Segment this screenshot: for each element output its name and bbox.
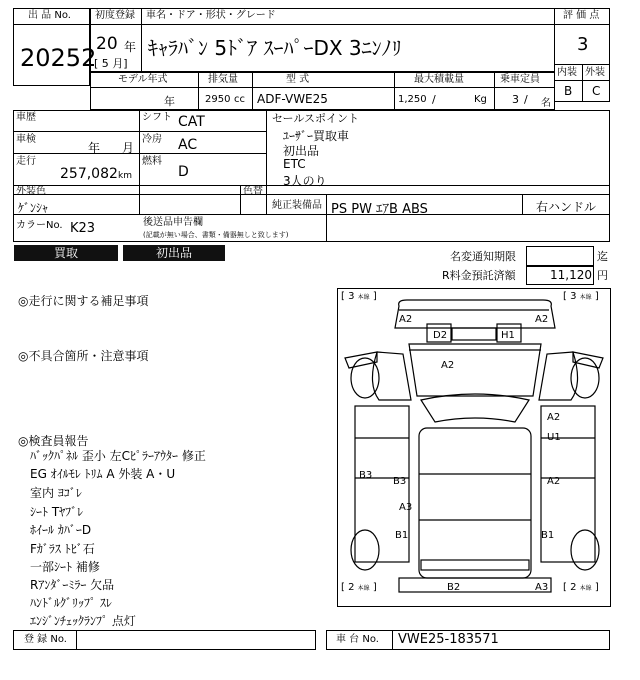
ac-value: AC: [178, 137, 198, 153]
reg-month: [ 5 月]: [94, 57, 128, 70]
capacity-label: 乗車定員: [500, 74, 540, 85]
max-load-unit: Kg: [474, 94, 487, 105]
inspector-line: ﾊﾝﾄﾞﾙｸﾞﾘｯﾌﾟ ｽﾚ: [30, 596, 112, 610]
corner-label-bl: [ 2 本線 ]: [341, 582, 377, 593]
ac-label: 冷房: [142, 134, 162, 145]
inspector-line: ﾊﾞｯｸﾊﾟﾈﾙ 歪小 左Cﾋﾟﾗｰｱｳﾀｰ 修正: [30, 449, 206, 463]
shaken-month-unit: 月: [122, 141, 135, 155]
equipment-value: PS PW ｴｱB ABS: [331, 202, 428, 217]
history-label: 車歴: [16, 112, 36, 123]
front-bumper-shape: [395, 300, 555, 328]
capacity-value: 3: [512, 93, 519, 106]
shaken-year-unit: 年: [88, 141, 101, 155]
model-year-unit: 年: [164, 95, 175, 108]
car-damage-diagram: [337, 288, 611, 608]
inspector-line: ｴﾝｼﾞﾝﾁｪｯｸﾗﾝﾌﾟ 点灯: [30, 614, 136, 628]
color-no-value: K23: [70, 221, 96, 236]
inspector-title: ◎検査員報告: [18, 434, 89, 448]
damage-mark: B2: [447, 582, 461, 593]
name-change-box: [526, 246, 594, 266]
fuel-value: D: [178, 164, 189, 180]
shaken-label: 車検: [16, 134, 36, 145]
damage-mark: A2: [399, 314, 413, 325]
defects-title: ◎不具合箇所・注意事項: [18, 349, 149, 363]
windshield-shape: [421, 394, 529, 422]
corner-label-tr: [ 3 本線 ]: [563, 291, 599, 302]
model-code-label: 型 式: [286, 74, 310, 85]
damage-mark: A2: [535, 314, 549, 325]
damage-mark: A2: [441, 360, 455, 371]
damage-mark: A3: [399, 502, 413, 513]
damage-mark: B1: [541, 530, 555, 541]
displacement-value: 2950: [205, 94, 231, 105]
sales-point-4: 3人のり: [283, 174, 327, 188]
shift-value: CAT: [178, 114, 205, 130]
chassis-value: VWE25-183571: [398, 632, 499, 647]
damage-mark: B1: [395, 530, 409, 541]
interior-label: 内装: [557, 67, 577, 78]
damage-mark: A3: [535, 582, 549, 593]
equipment-label: 純正装備品: [272, 200, 322, 211]
max-load-sep: /: [432, 93, 436, 106]
grade-label: 評 価 点: [563, 10, 600, 21]
hood-shape: [409, 344, 541, 396]
name-change-label: 名変通知期限: [450, 250, 516, 263]
recycle-unit: 円: [597, 269, 608, 282]
corner-label-br: [ 2 本線 ]: [563, 582, 599, 593]
damage-mark: H1: [501, 330, 515, 341]
inspector-line: ﾎｲｰﾙ ｶﾊﾞｰD: [30, 523, 92, 537]
inspector-line: 室内 ﾖｺﾞﾚ: [30, 486, 82, 500]
buyback-tag: 買取: [14, 245, 118, 261]
inspector-line: ｼｰﾄ Tﾔﾌﾞﾚ: [30, 505, 84, 519]
color-change-label: 色替: [243, 186, 263, 197]
car-name-label: 車名・ドア・形状・グレード: [146, 10, 276, 21]
damage-mark: A2: [547, 476, 561, 487]
mileage-unit: km: [118, 171, 132, 181]
reg-year-unit: 年: [124, 40, 137, 54]
displacement-unit: cc: [234, 94, 245, 105]
damage-mark: U1: [547, 432, 561, 443]
exterior-label: 外装: [585, 67, 605, 78]
color-no-label: カラーNo.: [16, 220, 63, 231]
damage-mark: A2: [547, 412, 561, 423]
model-year-label: モデル年式: [118, 74, 168, 85]
capacity-sep: /: [524, 93, 528, 106]
capacity-unit: 名: [541, 98, 551, 109]
after-parts-label: 後送品申告欄: [143, 217, 203, 228]
interior-grade: B: [564, 84, 573, 98]
damage-mark: B3: [393, 476, 407, 487]
inspector-line: EG ｵｲﾙﾓﾚ ﾄﾘﾑ A 外装 A・U: [30, 467, 176, 481]
first-listing-tag: 初出品: [123, 245, 225, 261]
corner-label-tl: [ 3 本線 ]: [341, 291, 377, 302]
sales-point-3: ETC: [283, 157, 306, 171]
sales-point-2: 初出品: [283, 144, 320, 158]
shift-label: シフト: [142, 112, 172, 123]
color-label: 外装色: [16, 186, 46, 197]
driving-notes-title: ◎走行に関する補足事項: [18, 294, 149, 308]
sales-point-title: セールスポイント: [272, 112, 360, 125]
model-code-value: ADF-VWE25: [257, 92, 328, 106]
car-name: ｷｬﾗﾊﾞﾝ 5ﾄﾞｱ ｽｰﾊﾟｰDX 3ﾆﾝﾉﾘ: [148, 36, 402, 60]
recycle-label: R料金預託済額: [442, 269, 516, 282]
max-load-value: 1,250: [398, 94, 427, 105]
name-change-unit: 迄: [597, 250, 608, 263]
inspector-line: 一部ｼｰﾄ 補修: [30, 560, 100, 574]
color-value: ｹﾞﾝｼｬ: [18, 201, 49, 215]
recycle-value: 11,120: [550, 268, 592, 282]
after-parts-note: (記載が無い場合、書類・備器無しと致します): [143, 231, 289, 239]
mileage-value: 257,082: [60, 166, 118, 182]
mileage-label: 走行: [16, 156, 36, 167]
chassis-label: 車 台 No.: [336, 634, 379, 645]
first-reg-label: 初度登録: [95, 10, 135, 21]
lot-label: 出 品 No.: [28, 10, 71, 21]
reg-year: 20: [96, 34, 118, 54]
max-load-label: 最大積載量: [414, 74, 464, 85]
lot-number: 20252: [20, 44, 97, 72]
steering-value: 右ハンドル: [536, 200, 597, 214]
inspector-line: Fｶﾞﾗｽ ﾄﾋﾞ石: [30, 542, 95, 556]
inspector-line: Rｱﾝﾀﾞｰﾐﾗｰ 欠品: [30, 578, 115, 592]
exterior-grade: C: [592, 84, 601, 98]
reg-no-label: 登 録 No.: [24, 634, 67, 645]
grade-value: 3: [577, 34, 589, 55]
fuel-label: 燃料: [142, 156, 162, 167]
displacement-label: 排気量: [208, 74, 238, 85]
damage-mark: B3: [359, 470, 373, 481]
damage-mark: D2: [433, 330, 448, 341]
sales-point-1: ﾕｰｻﾞｰ買取車: [283, 129, 350, 143]
